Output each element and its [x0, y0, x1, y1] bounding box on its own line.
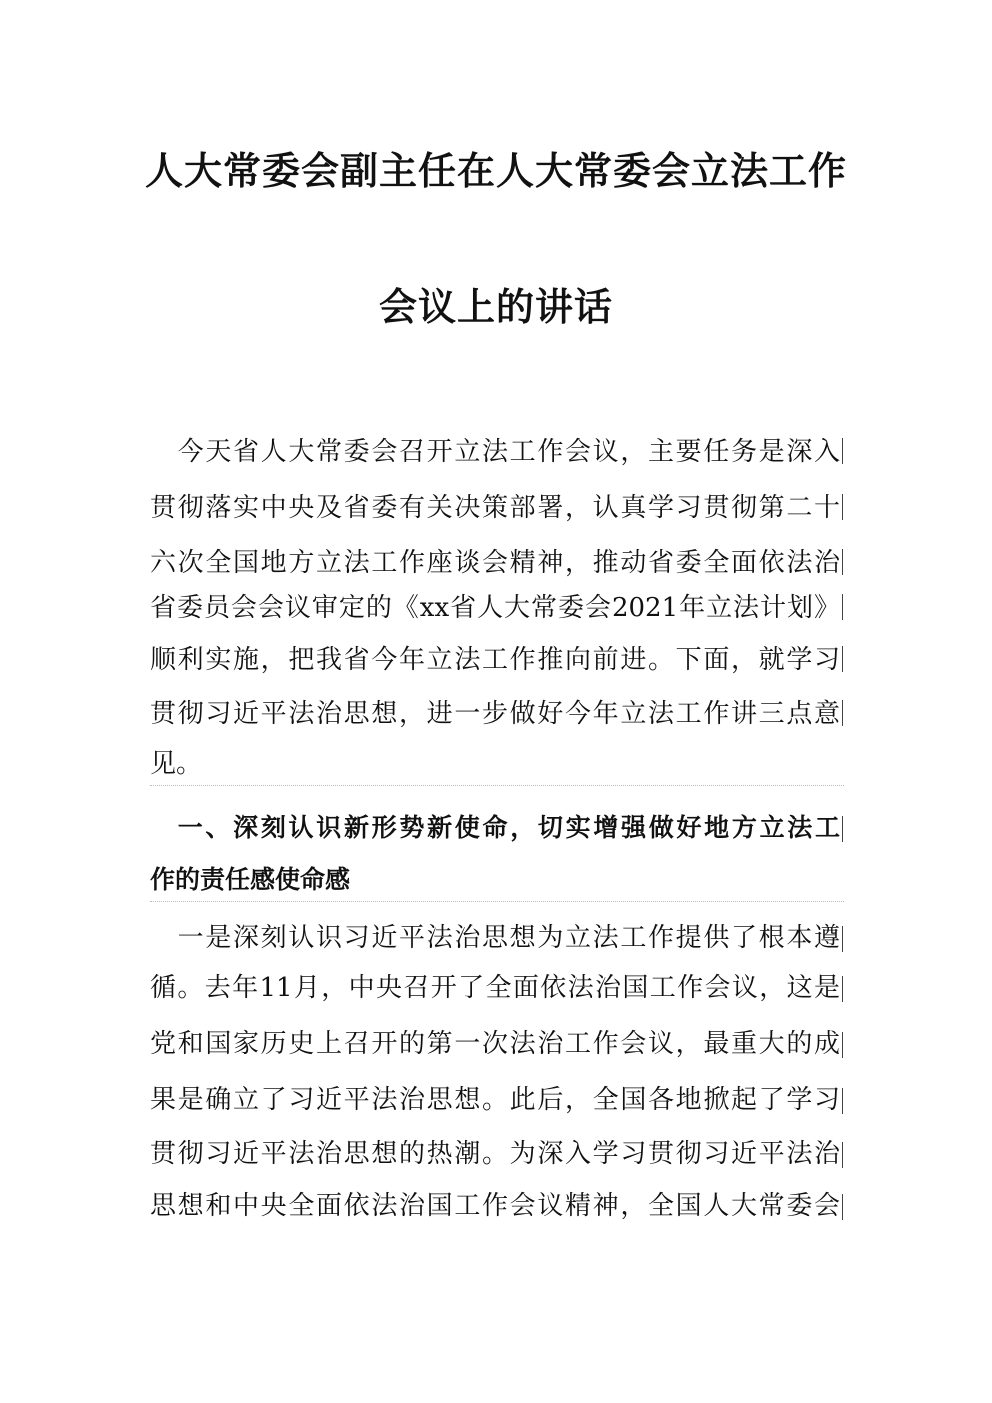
intro-line: 今天省人大常委会召开立法工作会议，主要任务是深入	[150, 437, 840, 467]
document-title-line-2: 会议上的讲话	[378, 285, 613, 329]
text-cursor-mark	[842, 646, 843, 672]
text-cursor-mark	[842, 594, 843, 620]
intro-line: 贯彻落实中央及省委有关决策部署，认真学习贯彻第二十	[150, 493, 840, 523]
text-cursor-mark	[842, 816, 843, 842]
body-line: 贯彻习近平法治思想的热潮。为深入学习贯彻习近平法治	[150, 1139, 840, 1169]
text-cursor-mark	[842, 549, 843, 575]
body-line: 一是深刻认识习近平法治思想为立法工作提供了根本遵	[150, 923, 840, 953]
intro-line: 见。	[150, 749, 203, 779]
body-line: 党和国家历史上召开的第一次法治工作会议，最重大的成	[150, 1029, 840, 1059]
text-cursor-mark	[842, 1142, 843, 1168]
body-line: 果是确立了习近平法治思想。此后，全国各地掀起了学习	[150, 1085, 840, 1115]
document-title-line-1: 人大常委会副主任在人大常委会立法工作	[144, 149, 847, 193]
paragraph-divider	[150, 785, 844, 786]
intro-line: 省委员会会议审定的《xx省人大常委会2021年立法计划》	[150, 593, 840, 623]
text-cursor-mark	[842, 438, 843, 464]
text-cursor-mark	[842, 700, 843, 726]
paragraph-divider	[150, 901, 844, 902]
section-heading-line: 作的责任感使命感	[150, 865, 351, 894]
intro-line: 顺利实施，把我省今年立法工作推向前进。下面，就学习	[150, 645, 840, 675]
intro-line: 贯彻习近平法治思想，进一步做好今年立法工作讲三点意	[150, 699, 840, 729]
text-cursor-mark	[842, 494, 843, 520]
intro-line: 六次全国地方立法工作座谈会精神，推动省委全面依法治	[150, 548, 840, 578]
text-cursor-mark	[842, 926, 843, 952]
section-heading-line: 一、深刻认识新形势新使命，切实增强做好地方立法工	[150, 813, 840, 842]
text-cursor-mark	[842, 976, 843, 1002]
text-cursor-mark	[842, 1088, 843, 1114]
text-cursor-mark	[842, 1194, 843, 1220]
body-line: 思想和中央全面依法治国工作会议精神，全国人大常委会	[150, 1191, 840, 1221]
text-cursor-mark	[842, 1032, 843, 1058]
body-line: 循。去年11月，中央召开了全面依法治国工作会议，这是	[150, 973, 840, 1003]
